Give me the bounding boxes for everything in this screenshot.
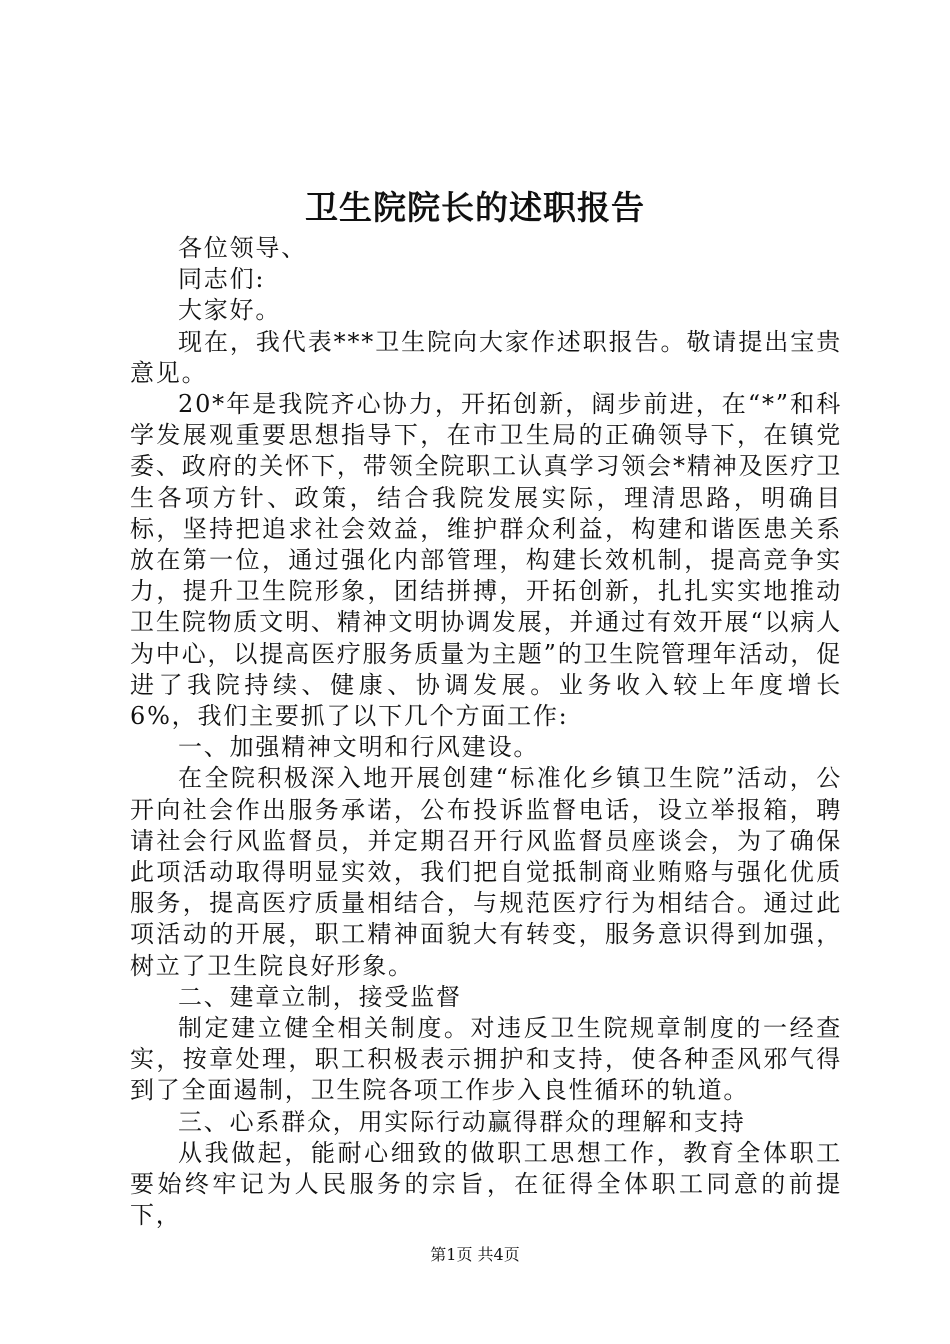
body-paragraph: 从我做起，能耐心细致的做职工思想工作，教育全体职工要始终牢记为人民服务的宗旨，在征得全体职工同意的前提下， [130, 1138, 842, 1230]
intro-paragraph: 现在，我代表***卫生院向大家作述职报告。敬请提出宝贵意见。 [130, 327, 842, 387]
page-number-footer: 第1页 共4页 [430, 1245, 520, 1264]
greeting-line: 大家好。 [178, 296, 282, 325]
greeting-line: 同志们: [178, 265, 266, 294]
section-heading: 一、加强精神文明和行风建设。 [178, 733, 540, 762]
document-title: 卫生院院长的述职报告 [305, 188, 645, 227]
greeting-line: 各位领导、 [178, 234, 307, 262]
document-body [130, 233, 842, 1232]
section-heading: 三、心系群众，用实际行动赢得群众的理解和支持 [178, 1107, 746, 1136]
section-heading: 二、建章立制，接受监督 [178, 982, 462, 1011]
body-paragraph: 制定建立健全相关制度。对违反卫生院规章制度的一经查实，按章处理，职工积极表示拥护和支持，使各种歪风邪气得到了全面遏制，卫生院各项工作步入良性循环的轨道。 [130, 1014, 842, 1105]
body-paragraph: 在全院积极深入地开展创建“标准化乡镇卫生院”活动，公开向社会作出服务承诺，公布投诉监督电话，设立举报箱，聘请社会行风监督员，并定期召开行风监督员座谈会，为了确保此项活动取得明显实效，我们把自觉抵制商业贿赂与强化优质服务，提高医疗质量相结合，与规范医疗行为相结合。通过此项活动的开展，职工精神面貌大有转变，服务意识得到加强，树立了卫生院良好形象。 [130, 764, 842, 980]
overview-paragraph: 20*年是我院齐心协力，开拓创新，阔步前进，在“*”和科学发展观重要思想指导下，在市卫生局的正确领导下，在镇党委、政府的关怀下，带领全院职工认真学习领会*精神及医疗卫生各项方针、政策，结合我院发展实际，理清思路，明确目标，坚持把追求社会效益，维护群众利益，构建和谐医患关系放在第一位，通过强化内部管理，构建长效机制，提高竞争实力，提升卫生院形象，团结拼搏，开拓创新，扎扎实实地推动卫生院物质文明、精神文明协调发展，并通过有效开展“以病人为中心，以提高医疗服务质量为主题”的卫生院管理年活动，促进了我院持续、健康、协调发展。业务收入较上年度增长6%，我们主要抓了以下几个方面工作: [130, 390, 842, 731]
